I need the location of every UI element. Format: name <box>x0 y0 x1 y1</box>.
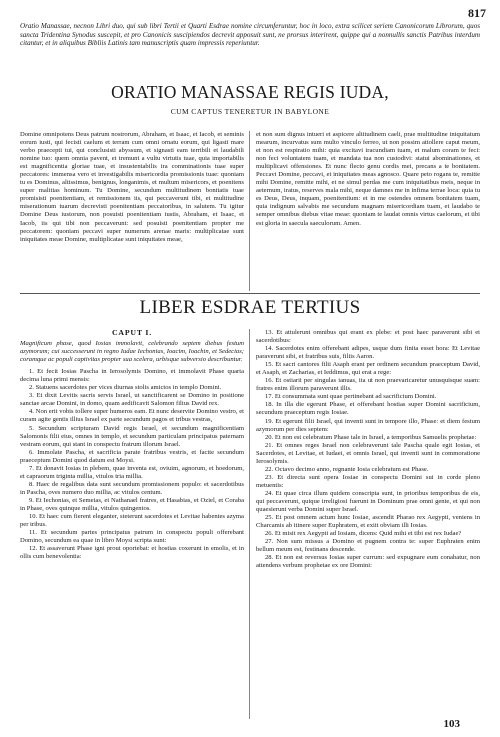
oratio-right-column: et non sum dignus intueri et aspicere altitudinem caeli, prae multitudine iniquitatum mearum, incurvatus sum multo vinculo ferreo, ut non possim attollere caput meum, et non est respiratio mihi: quia excitavi iracundiam tuam, et malum coram te feci: non feci voluntatem tuam, et mandata tua non custodivi: statui abominationes, et multiplicavi offensiones. Et nunc flecto genu cordis mei, precans a te bonitatem. Peccavi Domine, peccavi, et iniquitates meas agnosco. Quare peto rogans te, remitte mihi Domine, remitte mihi, et ne simul perdas me cum iniquitatibus meis, neque in aeternum, iratus, reserves mala mihi, neque damnes me in infima terrae loca: quia tu es Deus, Deus, inquam, poenitentium: et in me ostendes omnem bonitatem tuam, quia indignum salvabis me secundum magnam misericordiam tuam, et laudabo te semper omnibus diebus vitae meae: quoniam te laudat omnis virtus caelorum, et tibi est gloria in saecula saeculorum. Amen. <box>256 131 480 227</box>
oratio-subtitle: CUM CAPTUS TENERETUR IN BABYLONE <box>170 107 330 116</box>
verse: 10. Et haec cum fierent eleganter, steterunt sacerdotes et Levitae habentes azyma per tribus. <box>20 513 244 529</box>
verse: 11. Et secundum partes principatus patrum in conspectu populi offerebant Domino, secundum ea quae in libro Moysi scripta sunt: <box>20 529 244 545</box>
verse: 21. Et omnes reges Israel non celebraverunt tale Pascha quale egit Iosias, et Sacerdotes, et Levitae, et Iudaei, et omnis Israel, qui inventi sunt in commoratione Ierosolymis. <box>256 441 480 465</box>
verse-list-right <box>256 329 480 570</box>
verse: 5. Secundum scripturam David regis Israel, et secundum magnificentiam Salomonis filii eius, omnes in templo, et secundum particulam principatus paternam vestram eorum, qui stant in conspectu fratrum illorum Israel. <box>20 424 244 448</box>
verse: 20. Et non est celebratum Phase tale in Israel, a temporibus Samuelis prophetae: <box>265 433 477 441</box>
verse: 26. Et misit rex Aegypti ad Iosiam, dicens: Quid mihi et tibi est rex Iudae? <box>265 530 462 538</box>
verse: 25. Et post omnem actum hunc Iosiae, ascendit Pharao rex Aegypti, veniens in Charcamis ab itinere super Euphratem, et exiit obviam illi Iosias. <box>256 514 480 530</box>
liber-left-column <box>20 329 244 719</box>
verse: 24. Et quae circa illum quidem conscripta sunt, in prioribus temporibus de eis, qui peccaverunt, quique irreligiosi fuerunt in Dominum prae omni gente, et qui non quaesierunt verba Domini super Israel. <box>256 489 480 514</box>
verse: 16. Et ostiarii per singulas ianuas, ita ut non praevaricaretur unusquisque suam: fratres enim illorum paraverunt illis. <box>256 377 480 393</box>
verse: 15. Et sacri cantores filii Asaph erant per ordinem secundum praeceptum David, et Asaph, et Zacharias, et Ieddimus, qui erat a rege: <box>256 361 480 377</box>
intro-paragraph: Oratio Manassae, necnon Libri duo, qui sub libri Tertii et Quarti Esdrae nomine circumferuntur, hoc in loco, extra scilicet seriem Canonicorum Librorum, quos sancta Tridentina Synodus suscepit, et pro Canonicis suscipiendos decrevit apposuit sunt, ne prorsus interirent, quippe qui a nonnullis sanctis Patribus interdum citantur, et in aliquibus Bibliis Latinis tam manuscriptis quam impressis reperiuntur. <box>20 22 480 48</box>
verse: 3. Et dixit Levitis sacris servis Israel, ut sanctificarent se Domino in positione sanctae arcae Domini, in domo, quam aedificavit Salomon filius David rex. <box>20 392 244 408</box>
page-number-top: 817 <box>468 6 486 20</box>
verse: 22. Octavo decimo anno, regnante Iosia celebratum est Phase. <box>265 465 429 473</box>
chapter-summary: Magnificum phase, quod Iosias immolavit, celebrando septem diebus festum azymorum; cui successerunt in regno Iudae Iechonias, Ioacim, Ioachin, et Sedecias; coramque ac populi captivitas propter sua scelera, urbisque subversio describuntur. <box>20 340 244 364</box>
chapter-heading: CAPUT I. <box>111 329 153 337</box>
oratio-title: ORATIO MANASSAE REGIS IUDA, <box>111 82 389 102</box>
column-divider-bottom <box>249 329 250 719</box>
verse: 14. Sacerdotes enim offerebant adipes, usque dum finita esset hora: Et Levitae paraverunt sibi, et fratribus suis, filiis Aaron. <box>256 345 480 361</box>
verse: 6. Immolate Pascha, et sacrificia parate fratribus vestris, et facite secundum praeceptum Domini quod datum est Moysi. <box>20 448 244 464</box>
verse: 18. In illa die egerunt Phase, et offerebant hostias super Domini sacrificium, secundum praeceptum regis Iosiae. <box>256 401 480 417</box>
liber-right-column <box>256 329 480 719</box>
column-divider-top <box>249 131 250 291</box>
verse: 2. Statuens sacerdotes per vices diurnas stolis amictos in templo Domini. <box>29 384 222 392</box>
liber-columns <box>20 329 480 719</box>
verse: 9. Et Iechonias, et Semeias, et Nathanael fratres, et Hasabias, et Oziel, et Coraba in Phase, oves quinque millia, vitulos quingentos. <box>20 496 244 512</box>
verse: 4. Non erit vobis tollere super humeros eam. Et nunc deservite Domino vestro, et curam agite gentis illius Israel ex parte secundum pagos et tribus vestras, <box>20 408 244 424</box>
page-number-bottom: 103 <box>443 718 460 730</box>
verse: 1. Et fecit Iosias Pascha in Ierosolymis Domino, et immolavit Phase quarta decima luna primi mensis: <box>20 368 244 384</box>
verse: 23. Et directa sunt opera Iosiae in conspectu Domini sui in corde pleno metuentis: <box>256 473 480 489</box>
verse: 19. Et egerunt filii Israel, qui inventi sunt in tempore illo, Phase: et diem festum azymorum per dies septem: <box>256 417 480 433</box>
verse: 17. Et consummata sunt quae pertinebant ad sacrificium Domini. <box>265 393 437 401</box>
verse: 13. Et attulerunt omnibus qui erant ex plebe: et post haec paraverunt sibi et sacerdotibus: <box>256 329 480 345</box>
section-divider <box>20 293 480 294</box>
oratio-left-column: Domine omnipotens Deus patrum nostrorum, Abraham, et Isaac, et Iacob, et seminis eorum iusti, qui fecisti caelum et terram cum omni ornatu eorum, qui ligasti mare verbo praecepti tui, qui conclusisti abyssum, et signasti eam terribili et laudabili nomine tuo: quem omnia pavent, et tremunt a vultu virtutis tuae, quia importabilis est magnificentia gloriae tuae, et insustentabilis ira comminationis tuae super peccatores: immensa vero et investigabilis misericordia promissionis tuae: quoniam tu es Dominus, altissimus, benignus, longanimis, et multum misericors, et poenitens super malitias hominum. Tu Domine, secundum multitudinem bonitatis tuae promisisti poenitentiam, et remissionem iis, qui peccaverunt tibi, et multitudine miserationum tuarum decrevisti poenitentiam peccatoribus, in salutem. Tu igitur Domine Deus iustorum, non posuisti poenitentiam iustis, Abraham, et Isaac, et Iacob, iis qui tibi non peccaverunt: sed posuisti poenitentiam propter me peccatorem: quoniam peccavi super numerum arenae maris: multiplicatae sunt iniquitates meae Domine, multiplicatae sunt iniquitates meae, <box>20 131 244 243</box>
verse: 28. Et non est reversus Iosias super currum: sed expugnare eum conabatur, non attendens verbum prophetae ex ore Domini: <box>256 554 480 570</box>
oratio-columns <box>20 131 480 291</box>
verse: 7. Et donavit Iosias in plebem, quae inventa est, oviuim, agnorum, et hoedorum, et capraorum triginta millia, vitulos tria millia. <box>20 464 244 480</box>
verse-list-left <box>20 368 244 561</box>
liber-title: LIBER ESDRAE TERTIUS <box>139 297 361 318</box>
verse: 27. Non sum missus a Domino et pugnem contra te: super Euphraten enim bellum meum est, festinans descende. <box>256 538 480 554</box>
verse: 8. Haec de regalibus data sunt secundum promissionem populo: et sacerdotibus in Pascha, oves numero duo millia, ac vitulos centum. <box>20 480 244 496</box>
verse: 12. Et assaverunt Phase igni prout oportebat: et hostias coxerunt in emolis, et in ollis cum benevolentia: <box>20 545 244 561</box>
